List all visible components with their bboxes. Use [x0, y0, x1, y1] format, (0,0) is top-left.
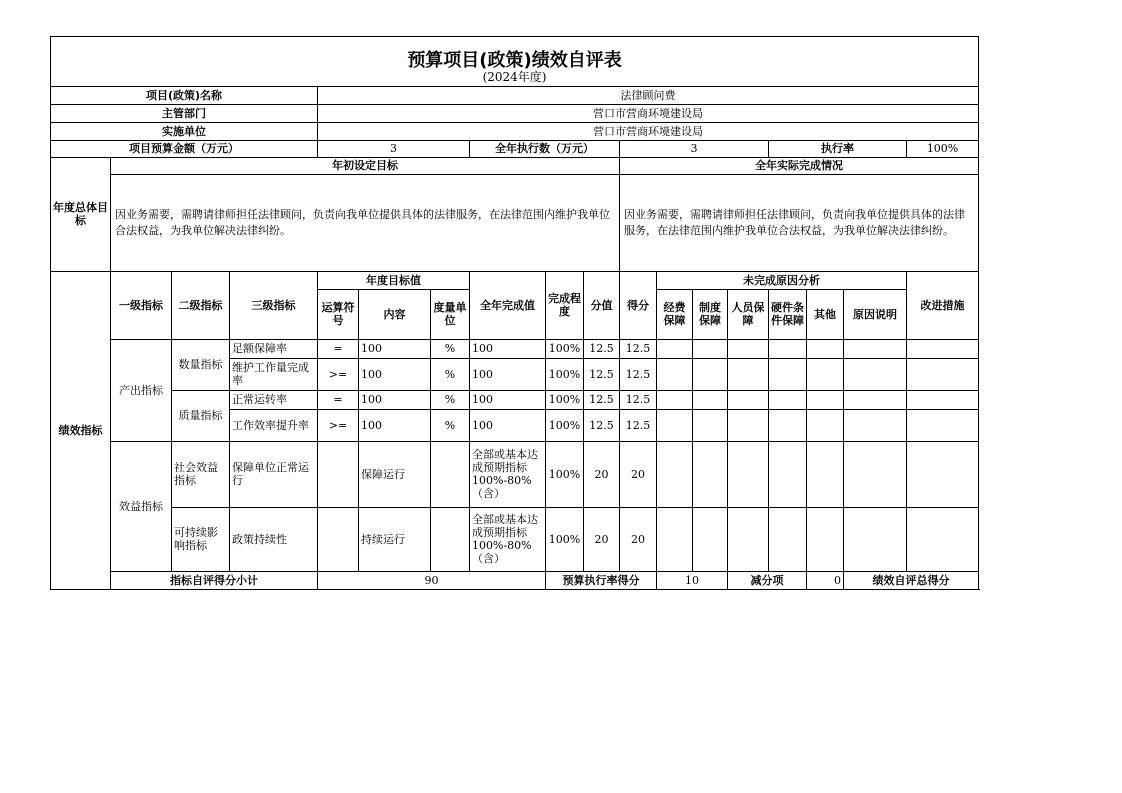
score-cell: 12.5 [620, 339, 657, 358]
empty-cell [844, 507, 907, 571]
exec-rate-value: 100% [907, 140, 979, 157]
empty-cell [693, 507, 728, 571]
header-weight: 分值 [584, 271, 620, 339]
done-cell: 全部或基本达成预期指标100%-80%（含） [470, 441, 546, 507]
empty-cell [907, 358, 979, 390]
empty-cell [769, 441, 807, 507]
exec-score-label: 预算执行率得分 [546, 571, 657, 589]
empty-cell [907, 339, 979, 358]
initial-goal-text: 因业务需要，需聘请律师担任法律顾问，负责向我单位提供具体的法律服务，在法律范围内维护我单位合法权益，为我单位解决法律纠纷。 [111, 174, 620, 271]
evaluation-sheet [50, 36, 978, 590]
empty-cell [657, 507, 693, 571]
score-cell: 12.5 [620, 409, 657, 441]
empty-cell [769, 358, 807, 390]
empty-cell [807, 358, 844, 390]
content-cell: 持续运行 [359, 507, 431, 571]
header-operator: 运算符号 [318, 289, 359, 339]
header-system: 制度保障 [693, 289, 728, 339]
empty-cell [844, 358, 907, 390]
unit-cell [431, 507, 470, 571]
empty-cell [907, 441, 979, 507]
empty-cell [907, 507, 979, 571]
content-cell: 100 [359, 409, 431, 441]
unit-cell [431, 441, 470, 507]
empty-cell [907, 390, 979, 409]
page-subtitle: (2024年度) [51, 69, 979, 86]
level3-cell: 保障单位正常运行 [230, 441, 318, 507]
rate-cell: 100% [546, 441, 584, 507]
weight-cell: 20 [584, 507, 620, 571]
unit-label: 实施单位 [51, 122, 318, 140]
quality-indicator-label: 质量指标 [172, 390, 230, 441]
done-cell: 100 [470, 358, 546, 390]
header-content: 内容 [359, 289, 431, 339]
level3-cell: 正常运转率 [230, 390, 318, 409]
empty-cell [807, 339, 844, 358]
subtotal-label: 指标自评得分小计 [111, 571, 318, 589]
unit-cell: % [431, 409, 470, 441]
content-cell: 100 [359, 339, 431, 358]
unit-cell: % [431, 390, 470, 409]
rate-cell: 100% [546, 358, 584, 390]
footer-row [51, 571, 979, 589]
table-row [51, 339, 979, 358]
actual-goal-header: 全年实际完成情况 [620, 157, 979, 174]
done-cell: 100 [470, 390, 546, 409]
rate-cell: 100% [546, 390, 584, 409]
header-score: 得分 [620, 271, 657, 339]
level3-cell: 政策持续性 [230, 507, 318, 571]
level3-cell: 维护工作量完成率 [230, 358, 318, 390]
unit-cell: % [431, 358, 470, 390]
empty-cell [728, 507, 769, 571]
empty-cell [907, 409, 979, 441]
score-cell: 20 [620, 441, 657, 507]
indicators-section-label: 绩效指标 [51, 271, 111, 589]
score-cell: 12.5 [620, 390, 657, 409]
operator-cell: = [318, 390, 359, 409]
rate-cell: 100% [546, 409, 584, 441]
quantity-indicator-label: 数量指标 [172, 339, 230, 390]
exec-rate-label: 执行率 [769, 140, 907, 157]
header-completed-value: 全年完成值 [470, 271, 546, 339]
empty-cell [769, 507, 807, 571]
empty-cell [693, 358, 728, 390]
empty-cell [728, 409, 769, 441]
social-indicator-label: 社会效益指标 [172, 441, 230, 507]
empty-cell [728, 390, 769, 409]
empty-cell [657, 358, 693, 390]
project-name-value: 法律顾问费 [318, 86, 979, 104]
empty-cell [657, 390, 693, 409]
header-unit: 度量单位 [431, 289, 470, 339]
content-cell: 100 [359, 358, 431, 390]
rate-cell: 100% [546, 507, 584, 571]
exec-score-value: 10 [657, 571, 728, 589]
content-cell: 保障运行 [359, 441, 431, 507]
empty-cell [807, 507, 844, 571]
weight-cell: 12.5 [584, 339, 620, 358]
header-unfinished-analysis: 未完成原因分析 [657, 271, 907, 289]
empty-cell [844, 339, 907, 358]
header-level1: 一级指标 [111, 271, 172, 339]
header-annual-target: 年度目标值 [318, 271, 470, 289]
empty-cell [657, 339, 693, 358]
deduct-value: 0 [807, 571, 844, 589]
operator-cell: >= [318, 358, 359, 390]
sustain-indicator-label: 可持续影响指标 [172, 507, 230, 571]
weight-cell: 20 [584, 441, 620, 507]
dept-value: 营口市营商环境建设局 [318, 104, 979, 122]
header-funding: 经费保障 [657, 289, 693, 339]
empty-cell [693, 339, 728, 358]
evaluation-table [50, 36, 979, 590]
table-row [51, 390, 979, 409]
header-improve: 改进措施 [907, 271, 979, 339]
output-indicator-label: 产出指标 [111, 339, 172, 441]
weight-cell: 12.5 [584, 390, 620, 409]
budget-label: 项目预算金额（万元） [51, 140, 318, 157]
annual-goal-label: 年度总体目标 [51, 157, 111, 271]
operator-cell [318, 507, 359, 571]
unit-value: 营口市营商环境建设局 [318, 122, 979, 140]
header-hardware: 硬件条件保障 [769, 289, 807, 339]
effect-indicator-label: 效益指标 [111, 441, 172, 571]
budget-value: 3 [318, 140, 470, 157]
executed-value: 3 [620, 140, 769, 157]
done-cell: 100 [470, 409, 546, 441]
empty-cell [728, 358, 769, 390]
table-row [51, 441, 979, 507]
rate-cell: 100% [546, 339, 584, 358]
empty-cell [844, 441, 907, 507]
weight-cell: 12.5 [584, 358, 620, 390]
empty-cell [693, 390, 728, 409]
empty-cell [807, 390, 844, 409]
empty-cell [844, 390, 907, 409]
empty-cell [657, 441, 693, 507]
score-cell: 12.5 [620, 358, 657, 390]
empty-cell [844, 409, 907, 441]
weight-cell: 12.5 [584, 409, 620, 441]
unit-cell: % [431, 339, 470, 358]
deduct-label: 减分项 [728, 571, 807, 589]
actual-goal-text: 因业务需要，需聘请律师担任法律顾问，负责向我单位提供具体的法律服务，在法律范围内维护我单位合法权益，为我单位解决法律纠纷。 [620, 174, 979, 271]
content-cell: 100 [359, 390, 431, 409]
operator-cell [318, 441, 359, 507]
header-level3: 三级指标 [230, 271, 318, 339]
level3-cell: 足额保障率 [230, 339, 318, 358]
done-cell: 100 [470, 339, 546, 358]
score-cell: 20 [620, 507, 657, 571]
empty-cell [693, 441, 728, 507]
empty-cell [769, 339, 807, 358]
level3-cell: 工作效率提升率 [230, 409, 318, 441]
total-label: 绩效自评总得分 [844, 571, 979, 589]
subtotal-value: 90 [318, 571, 546, 589]
header-completion: 完成程度 [546, 271, 584, 339]
empty-cell [807, 409, 844, 441]
project-name-label: 项目(政策)名称 [51, 86, 318, 104]
operator-cell: = [318, 339, 359, 358]
dept-label: 主管部门 [51, 104, 318, 122]
executed-label: 全年执行数（万元） [470, 140, 620, 157]
empty-cell [657, 409, 693, 441]
empty-cell [807, 441, 844, 507]
operator-cell: >= [318, 409, 359, 441]
empty-cell [728, 441, 769, 507]
page-title: 预算项目(政策)绩效自评表 [51, 37, 979, 70]
header-level2: 二级指标 [172, 271, 230, 339]
header-personnel: 人员保障 [728, 289, 769, 339]
empty-cell [769, 409, 807, 441]
empty-cell [769, 390, 807, 409]
empty-cell [693, 409, 728, 441]
initial-goal-header: 年初设定目标 [111, 157, 620, 174]
header-reason: 原因说明 [844, 289, 907, 339]
table-row [51, 507, 979, 571]
done-cell: 全部或基本达成预期指标100%-80%（含） [470, 507, 546, 571]
header-other: 其他 [807, 289, 844, 339]
empty-cell [728, 339, 769, 358]
